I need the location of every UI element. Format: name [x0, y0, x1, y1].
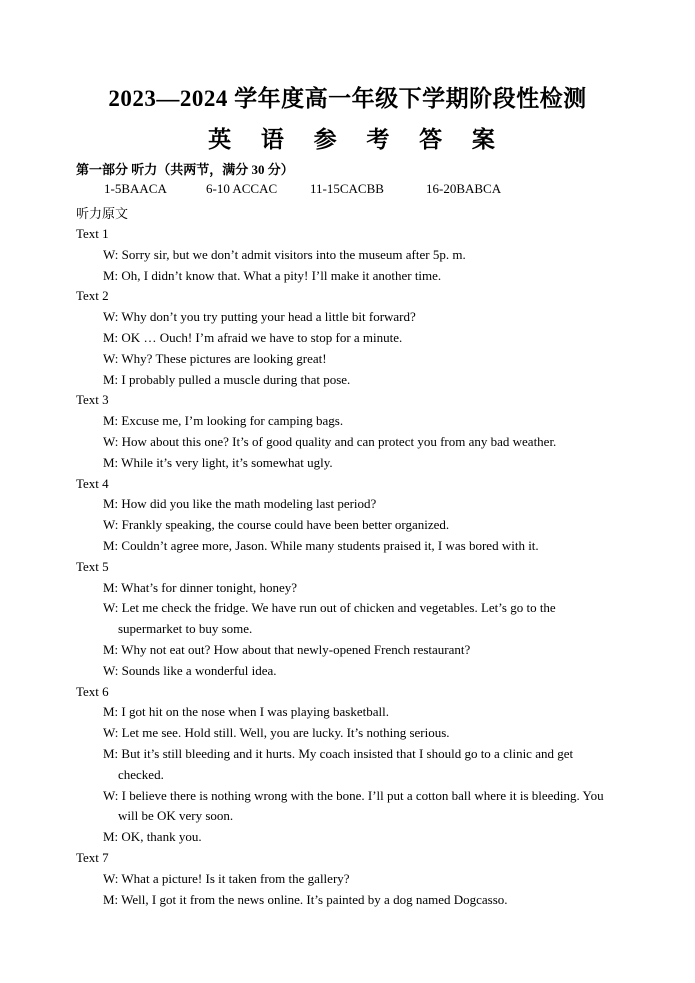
dialogue-line: W: Sounds like a wonderful idea. — [103, 662, 277, 678]
section-heading: 第一部分 听力（共两节，满分 30 分） — [76, 162, 294, 177]
answer-group: 16-20BABCA — [426, 181, 502, 196]
dialogue-line: W: How about this one? It’s of good quality and can protect you from any bad weather. — [103, 433, 557, 449]
dialogue-line: M: OK, thank you. — [103, 829, 202, 845]
dialogue-line: M: I probably pulled a muscle during that pose. — [103, 371, 351, 387]
script-label: 听力原文 — [76, 206, 129, 221]
answer-row — [104, 181, 624, 199]
answer-group: 11-15CACBB — [310, 181, 384, 196]
dialogue-line: M: OK … Ouch! I’m afraid we have to stop for a minute. — [103, 329, 403, 345]
text-label: Text 4 — [76, 475, 109, 491]
dialogue-line: W: Why? These pictures are looking great! — [103, 350, 327, 366]
text-label: Text 1 — [76, 226, 109, 241]
dialogue-line: M: But it’s still bleeding and it hurts. My coach insisted that I should go to a clinic and get checked. — [103, 745, 574, 782]
text-label: Text 2 — [76, 288, 109, 304]
dialogue-line: M: Excuse me, I’m looking for camping bags. — [103, 413, 344, 429]
dialogue-line: M: What’s for dinner tonight, honey? — [103, 579, 298, 595]
listening-script — [76, 224, 621, 910]
text-label: Text 3 — [76, 392, 109, 408]
dialogue-line: M: Why not eat out? How about that newly-opened French restaurant? — [103, 641, 471, 657]
text-label: Text 6 — [76, 683, 109, 699]
dialogue-line: M: Couldn’t agree more, Jason. While many students praised it, I was bored with it. — [103, 537, 539, 553]
dialogue-line: W: What a picture! Is it taken from the gallery? — [103, 870, 350, 886]
dialogue-line: M: While it’s very light, it’s somewhat ugly. — [103, 454, 333, 470]
answer-group: 6-10 ACCAC — [206, 181, 278, 196]
text-label: Text 7 — [76, 849, 109, 865]
dialogue-line: W: Frankly speaking, the course could have been better organized. — [103, 517, 450, 533]
dialogue-line: M: Oh, I didn’t know that. What a pity! I’ll make it another time. — [103, 267, 442, 283]
page-subtitle: 英 语 参 考 答 案 — [208, 127, 507, 152]
dialogue-line: M: How did you like the math modeling last period? — [103, 496, 377, 512]
dialogue-line: W: I believe there is nothing wrong with the bone. I’ll put a cotton ball where it is bleeding. You will be OK very soon. — [103, 787, 604, 824]
dialogue-line: W: Let me see. Hold still. Well, you are lucky. It’s nothing serious. — [103, 725, 450, 741]
dialogue-line: M: Well, I got it from the news online. It’s painted by a dog named Dogcasso. — [103, 891, 508, 907]
dialogue-line: M: I got hit on the nose when I was playing basketball. — [103, 704, 389, 720]
page-title: 2023—2024 学年度高一年级下学期阶段性检测 — [108, 86, 587, 111]
answer-group: 1-5BAACA — [104, 181, 167, 196]
dialogue-line: W: Sorry sir, but we don’t admit visitors into the museum after 5p. m. — [103, 246, 466, 262]
dialogue-line: W: Let me check the fridge. We have run out of chicken and vegetables. Let’s go to the supermarket to buy some. — [103, 600, 556, 637]
text-label: Text 5 — [76, 558, 109, 574]
dialogue-line: W: Why don’t you try putting your head a little bit forward? — [103, 309, 416, 325]
